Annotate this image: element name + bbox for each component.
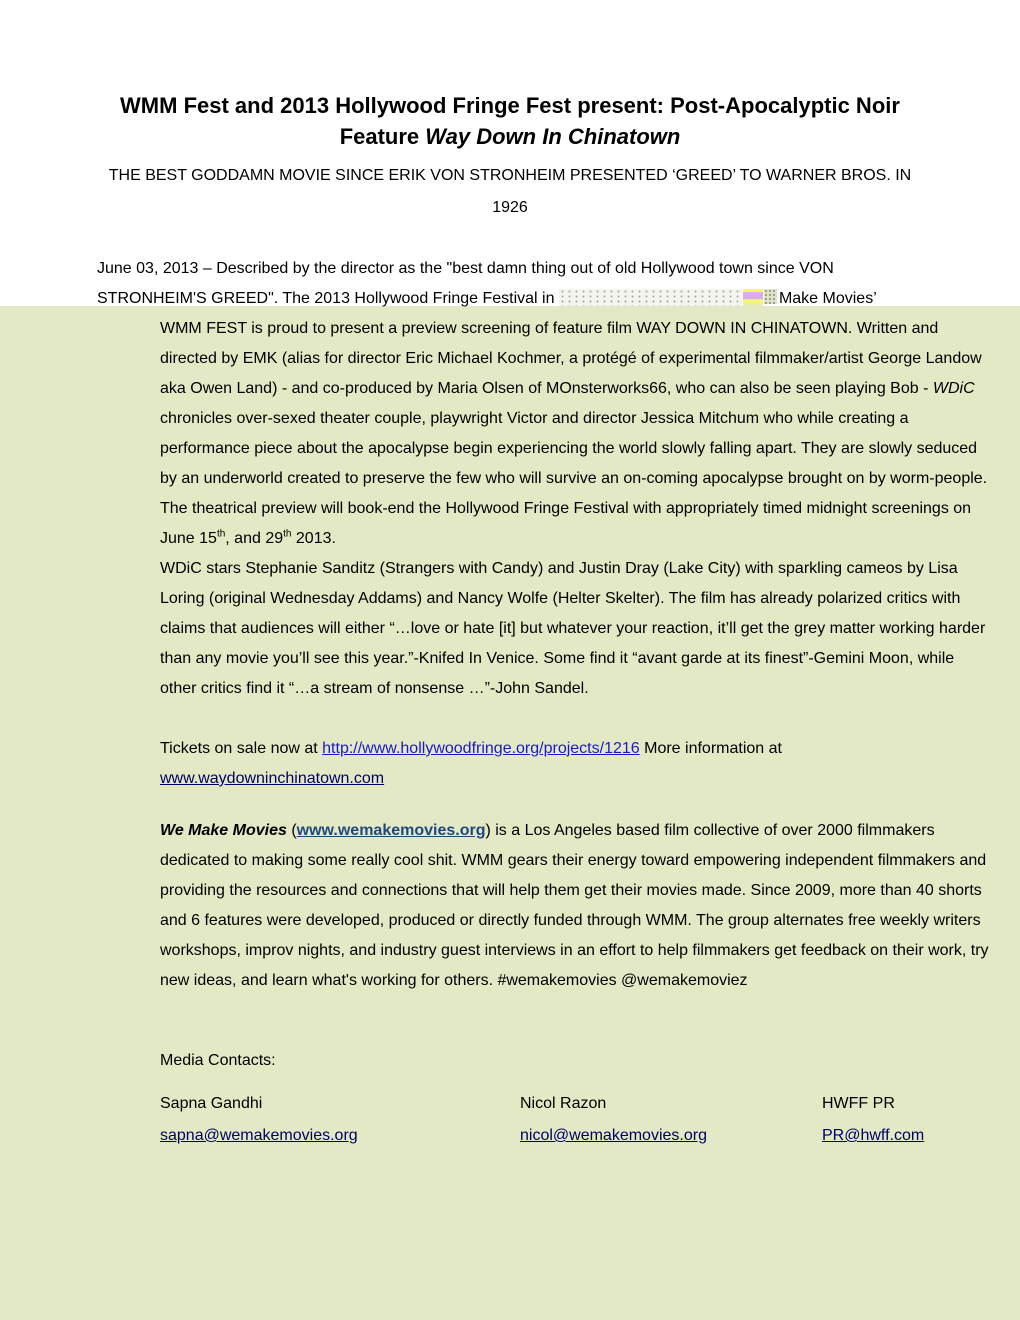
superscript-th-2: th bbox=[283, 528, 292, 540]
glitch-artifact-icon bbox=[743, 289, 777, 306]
intro-paragraph bbox=[97, 254, 935, 314]
title-line1: WMM Fest and 2013 Hollywood Fringe Fest present: Post-Apocalyptic Noir bbox=[120, 93, 900, 118]
media-contacts-heading: Media Contacts: bbox=[160, 1052, 276, 1069]
cast-paragraph: WDiC stars Stephanie Sanditz (Strangers with Candy) and Justin Dray (Lake City) with sparkling cameos by Lisa Loring (original Wednesday Addams) and Nancy Wolfe (Helter Skelter). The film has already polarized critics with claims that audiences will either “…love or hate [it] but whatever your reaction, it’ll get the grey matter working harder than any movie you’ll see this year.”-Knifed In Venice. Some find it “avant garde at its finest”-Gemini Moon, while other critics find it “…a stream of nonsense …”-John Sandel. bbox=[160, 560, 986, 697]
hollywoodfringe-link[interactable]: http://www.hollywoodfringe.org/projects/1216 bbox=[322, 740, 640, 757]
intro-text-before: June 03, 2013 – Described by the director as the "best damn thing out of old Hollywood town since VON STRONHEIM'S GREED". The 2013 Hollywood Fringe Festival in bbox=[97, 260, 834, 307]
wdic-abbreviation: WDiC bbox=[932, 380, 975, 397]
redacted-dots-artifact bbox=[559, 289, 742, 306]
glitch-artifact-right bbox=[764, 289, 777, 304]
main-text-4: 2013. bbox=[291, 530, 336, 547]
wemakemovies-link[interactable]: www.wemakemovies.org bbox=[296, 822, 486, 839]
document-header bbox=[0, 90, 1020, 224]
superscript-th-1: th bbox=[216, 528, 226, 540]
contact-sapna bbox=[160, 1088, 520, 1152]
intro-text-after: Make Movies’ bbox=[778, 290, 877, 307]
main-text-2: chronicles over-sexed theater couple, playwright Victor and director Jessica Mitchum who while creating a performance piece about the apocalypse begin experiencing the world slowly falling apart. They are slowly seduced by an underworld created to preserve the few who will survive an on-coming apocalypse brought on by worm-people. The theatrical preview will book-end the Hollywood Fringe Festival with appropriately timed midnight screenings on June 15 bbox=[160, 410, 988, 547]
contact-hwff bbox=[822, 1088, 1020, 1152]
glitch-artifact-left bbox=[743, 289, 763, 306]
contact-nicol bbox=[520, 1088, 822, 1152]
wmm-paragraph bbox=[160, 816, 990, 996]
contact-email-link[interactable]: nicol@wemakemovies.org bbox=[520, 1127, 707, 1144]
document-content bbox=[0, 90, 1020, 1152]
wmm-paren-open: ( bbox=[286, 822, 297, 839]
media-contacts-row bbox=[160, 1088, 1020, 1152]
contact-name: Nicol Razon bbox=[520, 1095, 607, 1112]
main-text-3: , and 29 bbox=[225, 530, 284, 547]
page-title bbox=[0, 90, 1020, 152]
contact-email-link[interactable]: sapna@wemakemovies.org bbox=[160, 1127, 358, 1144]
main-paragraph bbox=[160, 314, 990, 554]
title-feature-prefix: Feature bbox=[339, 124, 426, 149]
contact-name: HWFF PR bbox=[822, 1095, 895, 1112]
tickets-text-middle: More information at bbox=[639, 740, 782, 757]
main-text-1: WMM FEST is proud to present a preview screening of feature film WAY DOWN IN CHINATOWN. Written and directed by EMK (alias for director Eric Michael Kochmer, a protégé of experimental filmmaker/artist George Landow aka Owen Land) - and co-produced by Maria Olsen of MOnsterworks66, who can also be seen playing Bob - bbox=[160, 320, 982, 397]
wmm-text-after: ) is a Los Angeles based film collective of over 2000 filmmakers dedicated to making some really cool shit. WMM gears their energy toward empowering independent filmmakers and providing the resources and connections that will help them get their movies made. Since 2009, more than 40 shorts and 6 features were developed, produced or directly funded through WMM. The group alternates free weekly writers workshops, improv nights, and industry guest interviews in an effort to help filmmakers get feedback on their work, try new ideas, and learn what's working for others. #wemakemovies @wemakemoviez bbox=[160, 822, 989, 989]
wmm-name: We Make Movies bbox=[160, 822, 287, 839]
contact-email-link[interactable]: PR@hwff.com bbox=[822, 1127, 925, 1144]
title-feature-name: Way Down In Chinatown bbox=[425, 124, 681, 149]
subtitle-tagline: THE BEST GODDAMN MOVIE SINCE ERIK VON STRONHEIM PRESENTED ‘GREED’ TO WARNER BROS. IN 1926 bbox=[108, 167, 912, 216]
waydowninchinatown-link[interactable]: www.waydowninchinatown.com bbox=[160, 770, 385, 787]
tickets-paragraph bbox=[160, 734, 990, 794]
tickets-text-before: Tickets on sale now at bbox=[160, 740, 323, 757]
contact-name: Sapna Gandhi bbox=[160, 1095, 263, 1112]
